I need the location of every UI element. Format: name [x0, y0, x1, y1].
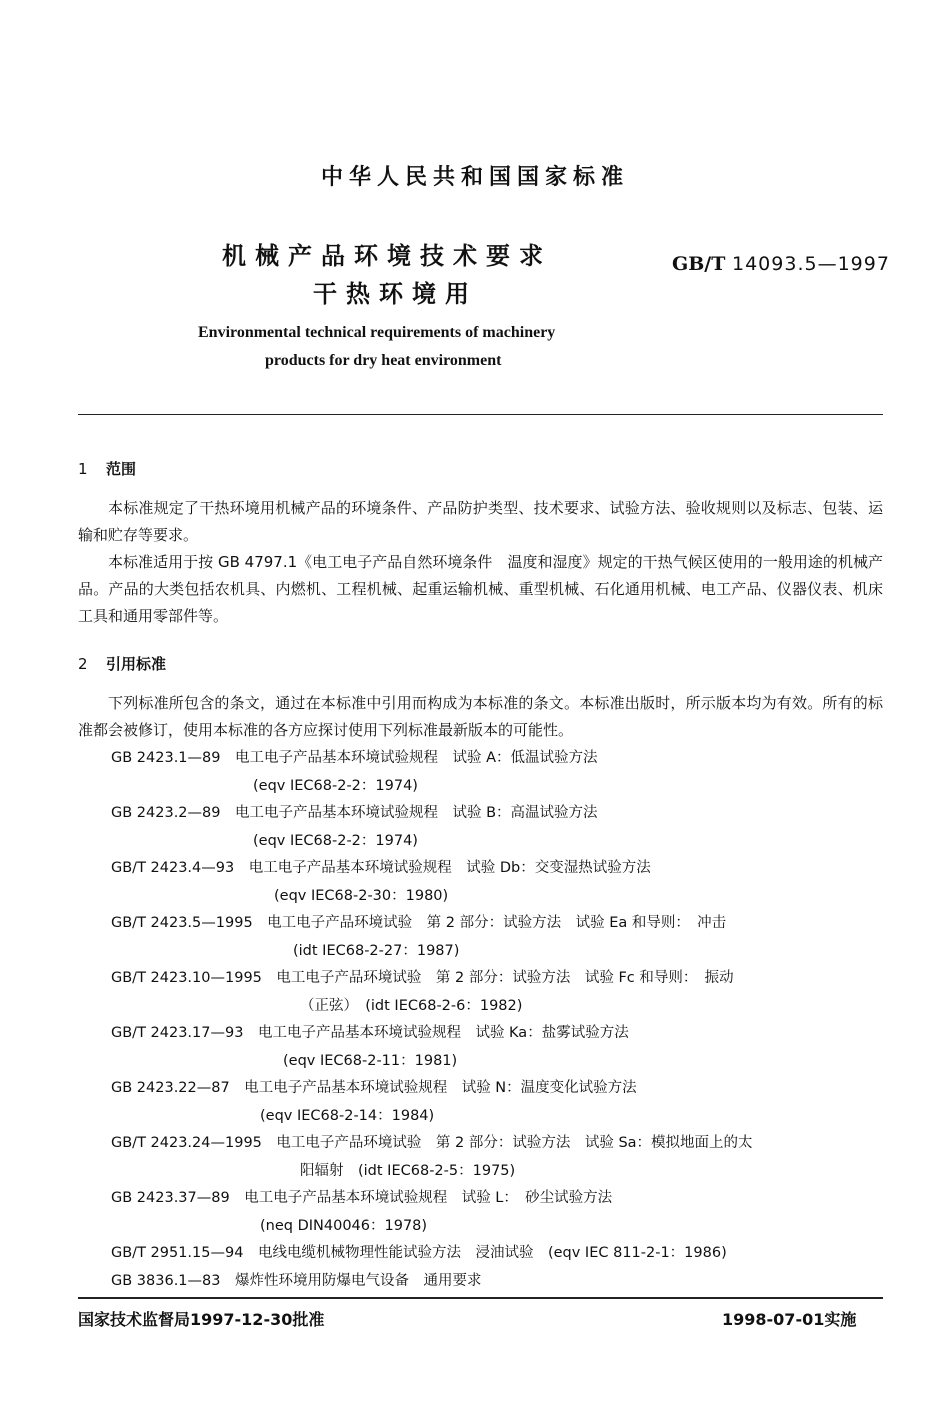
reference-5-equivalence: （正弦） (idt IEC68-2-6：1982) — [300, 998, 523, 1014]
reference-2: GB 2423.2—89 电工电子产品基本环境试验规程 试验 B：高温试验方法 — [111, 805, 598, 821]
standard-number — [672, 253, 890, 275]
title-line-2: 干热环境用 — [313, 280, 478, 308]
reference-6-equivalence: (eqv IEC68-2-11：1981) — [283, 1053, 458, 1069]
reference-9-equivalence: (neq DIN40046：1978) — [260, 1218, 428, 1234]
reference-7-equivalence: (eqv IEC68-2-14：1984) — [260, 1108, 435, 1124]
section-2-title: 引用标准 — [106, 655, 167, 673]
effective-date: 1998-07-01实施 — [722, 1310, 857, 1329]
reference-1-equivalence: (eqv IEC68-2-2：1974) — [253, 778, 418, 794]
approval-date: 国家技术监督局1997-12-30批准 — [78, 1310, 325, 1329]
reference-2-equivalence: (eqv IEC68-2-2：1974) — [253, 833, 418, 849]
reference-4-equivalence: (idt IEC68-2-27：1987) — [293, 943, 460, 959]
reference-8-equivalence: 阳辐射 (idt IEC68-2-5：1975) — [300, 1163, 516, 1179]
reference-3: GB/T 2423.4—93 电工电子产品基本环境试验规程 试验 Db：交变湿热试验方法 — [111, 860, 651, 876]
section-1-heading — [78, 458, 136, 479]
reference-6: GB/T 2423.17—93 电工电子产品基本环境试验规程 试验 Ka：盐雾试验方法 — [111, 1025, 629, 1041]
section-2-heading — [78, 653, 166, 674]
footer-divider — [78, 1297, 883, 1299]
reference-10: GB/T 2951.15—94 电线电缆机械物理性能试验方法 浸油试验 (eqv IEC 811-2-1：1986) — [111, 1245, 727, 1261]
section-1-number: 1 — [78, 460, 88, 478]
section-1-paragraph-2: 本标准适用于按 GB 4797.1《电工电子产品自然环境条件 温度和湿度》规定的干热气候区使用的一般用途的机械产品。产品的大类包括农机具、内燃机、工程机械、起重运输机械、重型机械、石化通用机械、电工产品、仪器仪表、机床工具和通用零部件等。 — [78, 553, 883, 625]
reference-11: GB 3836.1—83 爆炸性环境用防爆电气设备 通用要求 — [111, 1273, 482, 1289]
reference-3-equivalence: (eqv IEC68-2-30：1980) — [274, 888, 449, 904]
section-2-number: 2 — [78, 655, 88, 673]
reference-5: GB/T 2423.10—1995 电工电子产品环境试验 第 2 部分：试验方法 试验 Fc 和导则： 振动 — [111, 970, 734, 986]
reference-9: GB 2423.37—89 电工电子产品基本环境试验规程 试验 L： 砂尘试验方法 — [111, 1190, 613, 1206]
title-line-1: 机械产品环境技术要求 — [222, 242, 552, 270]
section-1-paragraph-1: 本标准规定了干热环境用机械产品的环境条件、产品防护类型、技术要求、试验方法、验收规则以及标志、包装、运输和贮存等要求。 — [78, 499, 883, 544]
reference-1: GB 2423.1—89 电工电子产品基本环境试验规程 试验 A：低温试验方法 — [111, 750, 598, 766]
english-title-line-1: Environmental technical requirements of machinery — [198, 324, 556, 341]
english-title-line-2: products for dry heat environment — [265, 352, 502, 369]
standard-number-value: 14093.5—1997 — [732, 253, 890, 275]
section-1-title: 范围 — [106, 460, 137, 478]
reference-7: GB 2423.22—87 电工电子产品基本环境试验规程 试验 N：温度变化试验方法 — [111, 1080, 637, 1096]
header-divider — [78, 414, 883, 415]
reference-8: GB/T 2423.24—1995 电工电子产品环境试验 第 2 部分：试验方法 试验 Sa：模拟地面上的太 — [111, 1135, 753, 1151]
standard-prefix: GB/T — [672, 253, 726, 275]
national-standard-heading: 中华人民共和国国家标准 — [320, 165, 629, 190]
section-2-intro: 下列标准所包含的条文，通过在本标准中引用而构成为本标准的条文。本标准出版时，所示版本均为有效。所有的标准都会被修订，使用本标准的各方应探讨使用下列标准最新版本的可能性。 — [78, 694, 883, 739]
reference-4: GB/T 2423.5—1995 电工电子产品环境试验 第 2 部分：试验方法 试验 Ea 和导则： 冲击 — [111, 915, 727, 931]
